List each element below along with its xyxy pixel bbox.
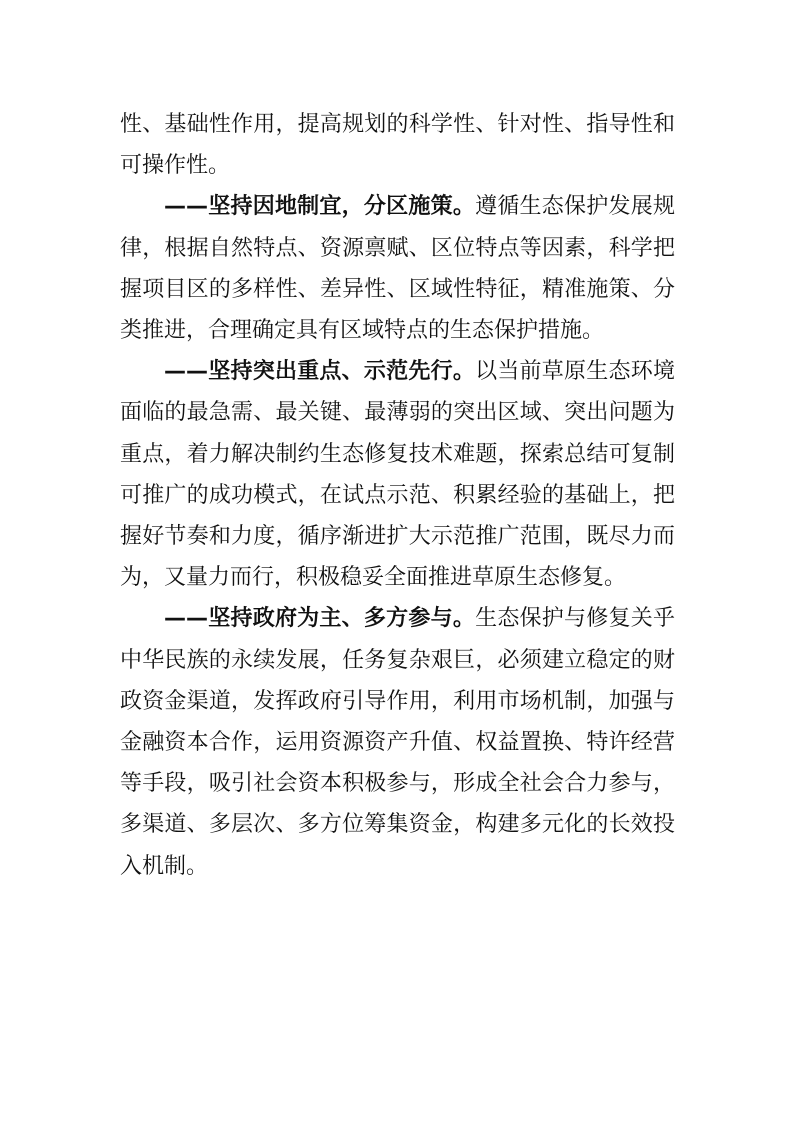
paragraph-continuation — [120, 104, 675, 186]
paragraph-text: 遵循生态保护发展规律，根据自然特点、资源禀赋、区位特点等因素，科学把握项目区的多样性、差异性、区域性特征，精准施策、分类推进，合理确定具有区域特点的生态保护措施。 — [120, 194, 675, 344]
paragraph-text: 生态保护与修复关乎中华民族的永续发展，任务复杂艰巨，必须建立稳定的财政资金渠道，发挥政府引导作用，利用市场机制，加强与金融资本合作，运用资源资产升值、权益置换、特许经营等手段，吸引社会资本积极参与，形成全社会合力参与，多渠道、多层次、多方位筹集资金，构建多元化的长效投入机制。 — [120, 606, 675, 879]
paragraph-text: 以当前草原生态环境面临的最急需、最关键、最薄弱的突出区域、突出问题为重点，着力解决制约生态修复技术难题，探索总结可复制可推广的成功模式，在试点示范、积累经验的基础上，把握好节奏和力度，循序渐进扩大示范推广范围，既尽力而为，又量力而行，积极稳妥全面推进草原生态修复。 — [120, 359, 675, 591]
paragraph-principle-key-points — [120, 351, 675, 598]
document-body — [120, 104, 675, 887]
paragraph-principle-local-conditions — [120, 186, 675, 351]
paragraph-text: 性、基础性作用，提高规划的科学性、针对性、指导性和可操作性。 — [120, 112, 675, 179]
principle-heading: ——坚持因地制宜，分区施策。 — [164, 194, 476, 220]
principle-heading: ——坚持政府为主、多方参与。 — [164, 606, 476, 632]
paragraph-principle-government-led — [120, 598, 675, 886]
principle-heading: ——坚持突出重点、示范先行。 — [164, 359, 476, 385]
